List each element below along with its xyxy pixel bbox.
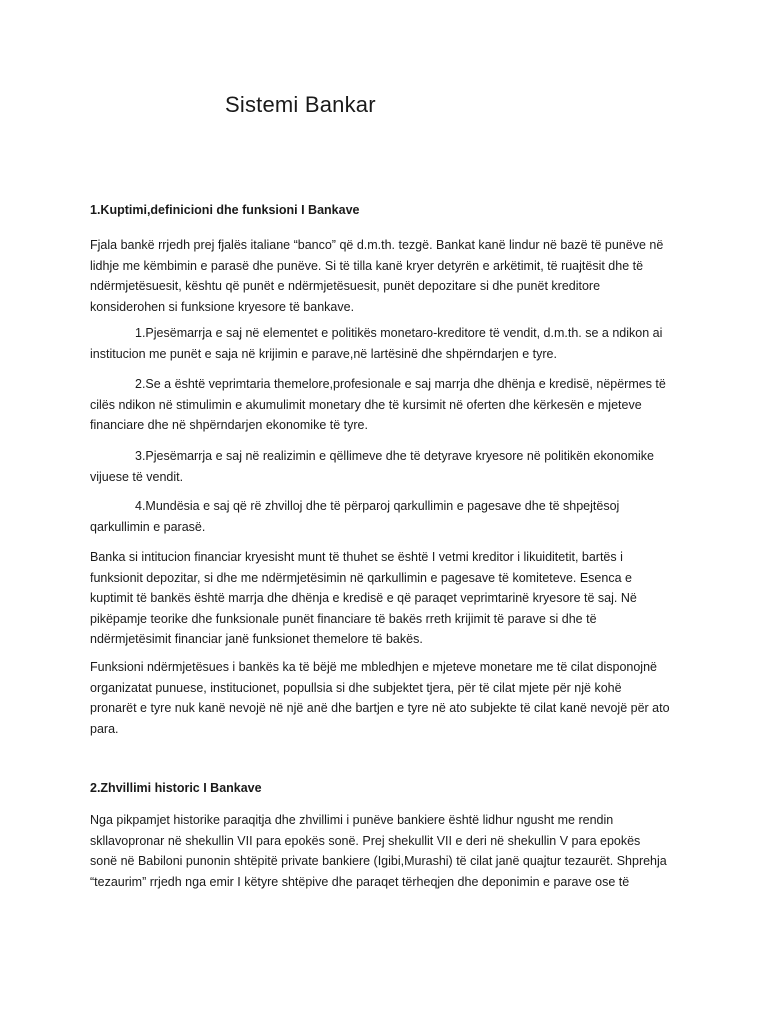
paragraph-item-4: 4.Mundësia e saj që rë zhvilloj dhe të përparoj qarkullimin e pagesave dhe të shpejtësoj qarkullimin e parasë. <box>90 499 620 534</box>
paragraph-item-2: 2.Se a është veprimtaria themelore,profesionale e saj marrja dhe dhënja e kredisë, nëpërmes të cilës ndikon në stimulimin e akumulimit monetary dhe të kursimit në oferten dhe kërkesën e mjeteve financiare dhe në shpërndarjen ekonomike të tyre. <box>90 377 666 432</box>
paragraph-item-3: 3.Pjesëmarrja e saj në realizimin e qëllimeve dhe të detyrave kryesore në politikën ekonomike vijuese të vendit. <box>90 449 655 484</box>
section-heading-zhvillimi: 2.Zhvillimi historic I Bankave <box>90 781 262 795</box>
paragraph: Banka si intitucion financiar kryesisht munt të thuhet se është I vetmi kreditor i likuiditetit, bartës i funksionit depozitar, si dhe me ndërmjetësimin në qarkullimin e pagesave të komiteteve. Esenca e kuptimit të bankës është marrja dhe dhënja e kredisë e që paraqet veprimtarinë kryesore të saj. Në pikëpamje teorike dhe funksionale punët financiare të bakës rreth krijimit të parave si dhe të ndërmjetësimit financiar janë funksionet themelore të bakës. <box>90 550 637 646</box>
paragraph: Funksioni ndërmjetësues i bankës ka të bëjë me mbledhjen e mjeteve monetare me të cilat disponojnë organizatat punuese, institucionet, popullsia si dhe subjektet tjera, për të cilat mjete për një kohë pronarët e tyre nuk kanë nevojë në një anë dhe bartjen e tyre në ato subjekte të cilat kanë nevojë për ato para. <box>90 660 670 736</box>
paragraph: Nga pikpamjet historike paraqitja dhe zhvillimi i punëve bankiere është lidhur ngusht me rendin skllavopronar në shekullin VII para epokës sonë. Prej shekullit VII e deri në shekullin V para epokës sonë në Babiloni punonin shtëpitë private bankiere (Igibi,Murashi) të cilat janë quajtur tezaurët. Shprehja “tezaurim” rrjedh nga emir I këtyre shtëpive dhe paraqet tërheqjen dhe deponimin e parave ose të <box>90 813 667 889</box>
paragraph: Fjala bankë rrjedh prej fjalës italiane “banco” që d.m.th. tezgë. Bankat kanë lindur në bazë të punëve në lidhje me këmbimin e parasë dhe punëve. Si të tilla kanë kryer detyrën e arkëtimit, të ruajtësit dhe të ndërmjetësuesit, kështu që punët e ndërmjetësuesit, punët depozitare si dhe punët kreditore konsiderohen si funksione kryesore të bankave. <box>90 238 664 314</box>
document-title: Sistemi Bankar <box>225 92 376 117</box>
section-heading-kuptimi: 1.Kuptimi,definicioni dhe funksioni I Bankave <box>90 203 360 217</box>
paragraph-item-1: 1.Pjesëmarrja e saj në elementet e politikës monetaro-kreditore të vendit, d.m.th. se a ndikon ai institucion me punët e saja në krijimin e parave,në lartësinë dhe shpërndarjen e tyre. <box>90 326 663 361</box>
